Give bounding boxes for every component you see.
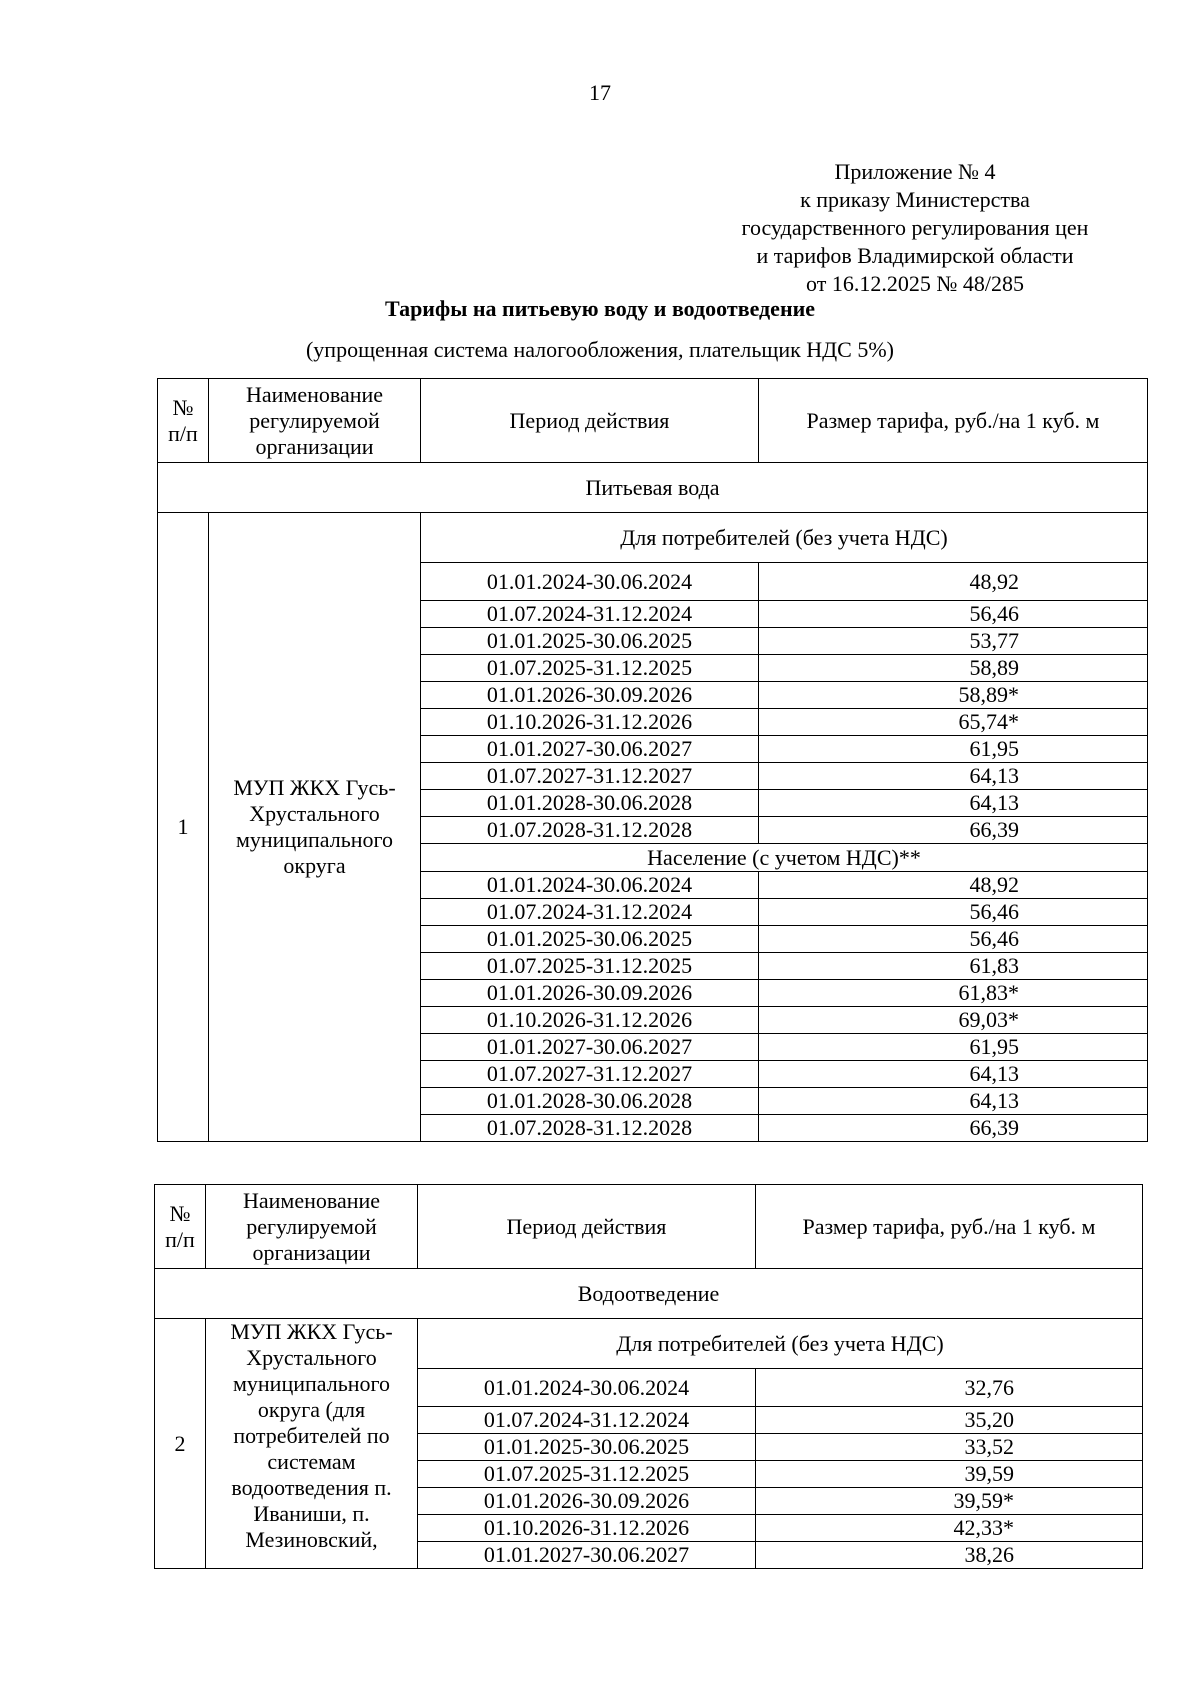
period-cell: 01.07.2025-31.12.2025 [421, 655, 759, 682]
header-num: № п/п [158, 379, 209, 463]
period-cell: 01.01.2026-30.09.2026 [421, 980, 759, 1007]
row-number: 2 [155, 1319, 206, 1569]
group-title-row [158, 513, 1148, 563]
tariff-cell: 39,59 [756, 1461, 1143, 1488]
section-title-row [158, 463, 1148, 513]
tariff-cell: 61,95 [759, 736, 1148, 763]
tariff-cell: 35,20 [756, 1407, 1143, 1434]
section-title: Водоотведение [155, 1269, 1143, 1319]
group-title-row [155, 1319, 1143, 1369]
period-cell: 01.10.2026-31.12.2026 [418, 1515, 756, 1542]
drinking-water-table [157, 378, 1148, 1142]
period-cell: 01.01.2025-30.06.2025 [418, 1434, 756, 1461]
period-cell: 01.01.2025-30.06.2025 [421, 628, 759, 655]
period-cell: 01.07.2028-31.12.2028 [421, 1115, 759, 1142]
document-title: Тарифы на питьевую воду и водоотведение [384, 296, 816, 321]
tariff-cell: 32,76 [756, 1369, 1143, 1407]
tariff-cell: 61,95 [759, 1034, 1148, 1061]
tariff-cell: 65,74* [759, 709, 1148, 736]
tariff-cell: 42,33* [756, 1515, 1143, 1542]
tariff-cell: 61,83 [759, 953, 1148, 980]
period-cell: 01.01.2024-30.06.2024 [421, 872, 759, 899]
tariff-cell: 58,89* [759, 682, 1148, 709]
period-cell: 01.07.2024-31.12.2024 [421, 601, 759, 628]
header-period: Период действия [418, 1185, 756, 1269]
period-cell: 01.01.2027-30.06.2027 [421, 736, 759, 763]
period-cell: 01.01.2025-30.06.2025 [421, 926, 759, 953]
tariff-cell: 64,13 [759, 790, 1148, 817]
table-header-row [158, 379, 1148, 463]
tariff-cell: 58,89 [759, 655, 1148, 682]
header-org: Наименование регулируемой организации [206, 1185, 418, 1269]
period-cell: 01.10.2026-31.12.2026 [421, 1007, 759, 1034]
tariff-cell: 69,03* [759, 1007, 1148, 1034]
tariff-cell: 56,46 [759, 899, 1148, 926]
group-title: Для потребителей (без учета НДС) [418, 1319, 1143, 1369]
header-org: Наименование регулируемой организации [209, 379, 421, 463]
group-title: Для потребителей (без учета НДС) [421, 513, 1148, 563]
wastewater-table [154, 1184, 1143, 1569]
tariff-cell: 56,46 [759, 926, 1148, 953]
tariff-cell: 61,83* [759, 980, 1148, 1007]
period-cell: 01.01.2024-30.06.2024 [421, 563, 759, 601]
period-cell: 01.01.2024-30.06.2024 [418, 1369, 756, 1407]
appendix-line: Приложение № 4 [834, 159, 996, 184]
period-cell: 01.01.2028-30.06.2028 [421, 1088, 759, 1115]
appendix-line: к приказу Министерства [800, 187, 1030, 212]
section-title-row [155, 1269, 1143, 1319]
row-number: 1 [158, 513, 209, 1142]
period-cell: 01.01.2028-30.06.2028 [421, 790, 759, 817]
tariff-cell: 48,92 [759, 872, 1148, 899]
period-cell: 01.07.2028-31.12.2028 [421, 817, 759, 844]
period-cell: 01.07.2027-31.12.2027 [421, 763, 759, 790]
appendix-line: государственного регулирования цен [741, 215, 1089, 240]
period-cell: 01.07.2024-31.12.2024 [421, 899, 759, 926]
period-cell: 01.07.2024-31.12.2024 [418, 1407, 756, 1434]
tariff-cell: 64,13 [759, 1061, 1148, 1088]
tariff-cell: 56,46 [759, 601, 1148, 628]
period-cell: 01.01.2026-30.09.2026 [418, 1488, 756, 1515]
period-cell: 01.07.2025-31.12.2025 [421, 953, 759, 980]
tariff-cell: 66,39 [759, 1115, 1148, 1142]
organization-name: МУП ЖКХ Гусь-Хрустального муниципального округа [209, 513, 421, 1142]
tariff-cell: 48,92 [759, 563, 1148, 601]
header-period: Период действия [421, 379, 759, 463]
header-tariff: Размер тарифа, руб./на 1 куб. м [756, 1185, 1143, 1269]
tariff-cell: 64,13 [759, 1088, 1148, 1115]
tariff-cell: 33,52 [756, 1434, 1143, 1461]
header-tariff: Размер тарифа, руб./на 1 куб. м [759, 379, 1148, 463]
page-number: 17 [589, 80, 611, 105]
section-title: Питьевая вода [158, 463, 1148, 513]
period-cell: 01.01.2027-30.06.2027 [421, 1034, 759, 1061]
period-cell: 01.01.2026-30.09.2026 [421, 682, 759, 709]
tariff-cell: 39,59* [756, 1488, 1143, 1515]
appendix-line: и тарифов Владимирской области [756, 243, 1074, 268]
tariff-cell: 64,13 [759, 763, 1148, 790]
group-title: Население (с учетом НДС)** [421, 844, 1148, 872]
table-header-row [155, 1185, 1143, 1269]
period-cell: 01.01.2027-30.06.2027 [418, 1542, 756, 1569]
header-num: № п/п [155, 1185, 206, 1269]
period-cell: 01.10.2026-31.12.2026 [421, 709, 759, 736]
appendix-line: от 16.12.2025 № 48/285 [806, 271, 1024, 296]
tariff-cell: 53,77 [759, 628, 1148, 655]
appendix-block [700, 158, 1130, 298]
period-cell: 01.07.2027-31.12.2027 [421, 1061, 759, 1088]
tariff-cell: 38,26 [756, 1542, 1143, 1569]
organization-name: МУП ЖКХ Гусь-Хрустального муниципального округа (для потребителей по системам водоотведения п. Иваниши, п. Мезиновский, [206, 1319, 418, 1569]
tariff-cell: 66,39 [759, 817, 1148, 844]
period-cell: 01.07.2025-31.12.2025 [418, 1461, 756, 1488]
document-subtitle: (упрощенная система налогообложения, плательщик НДС 5%) [305, 337, 895, 362]
